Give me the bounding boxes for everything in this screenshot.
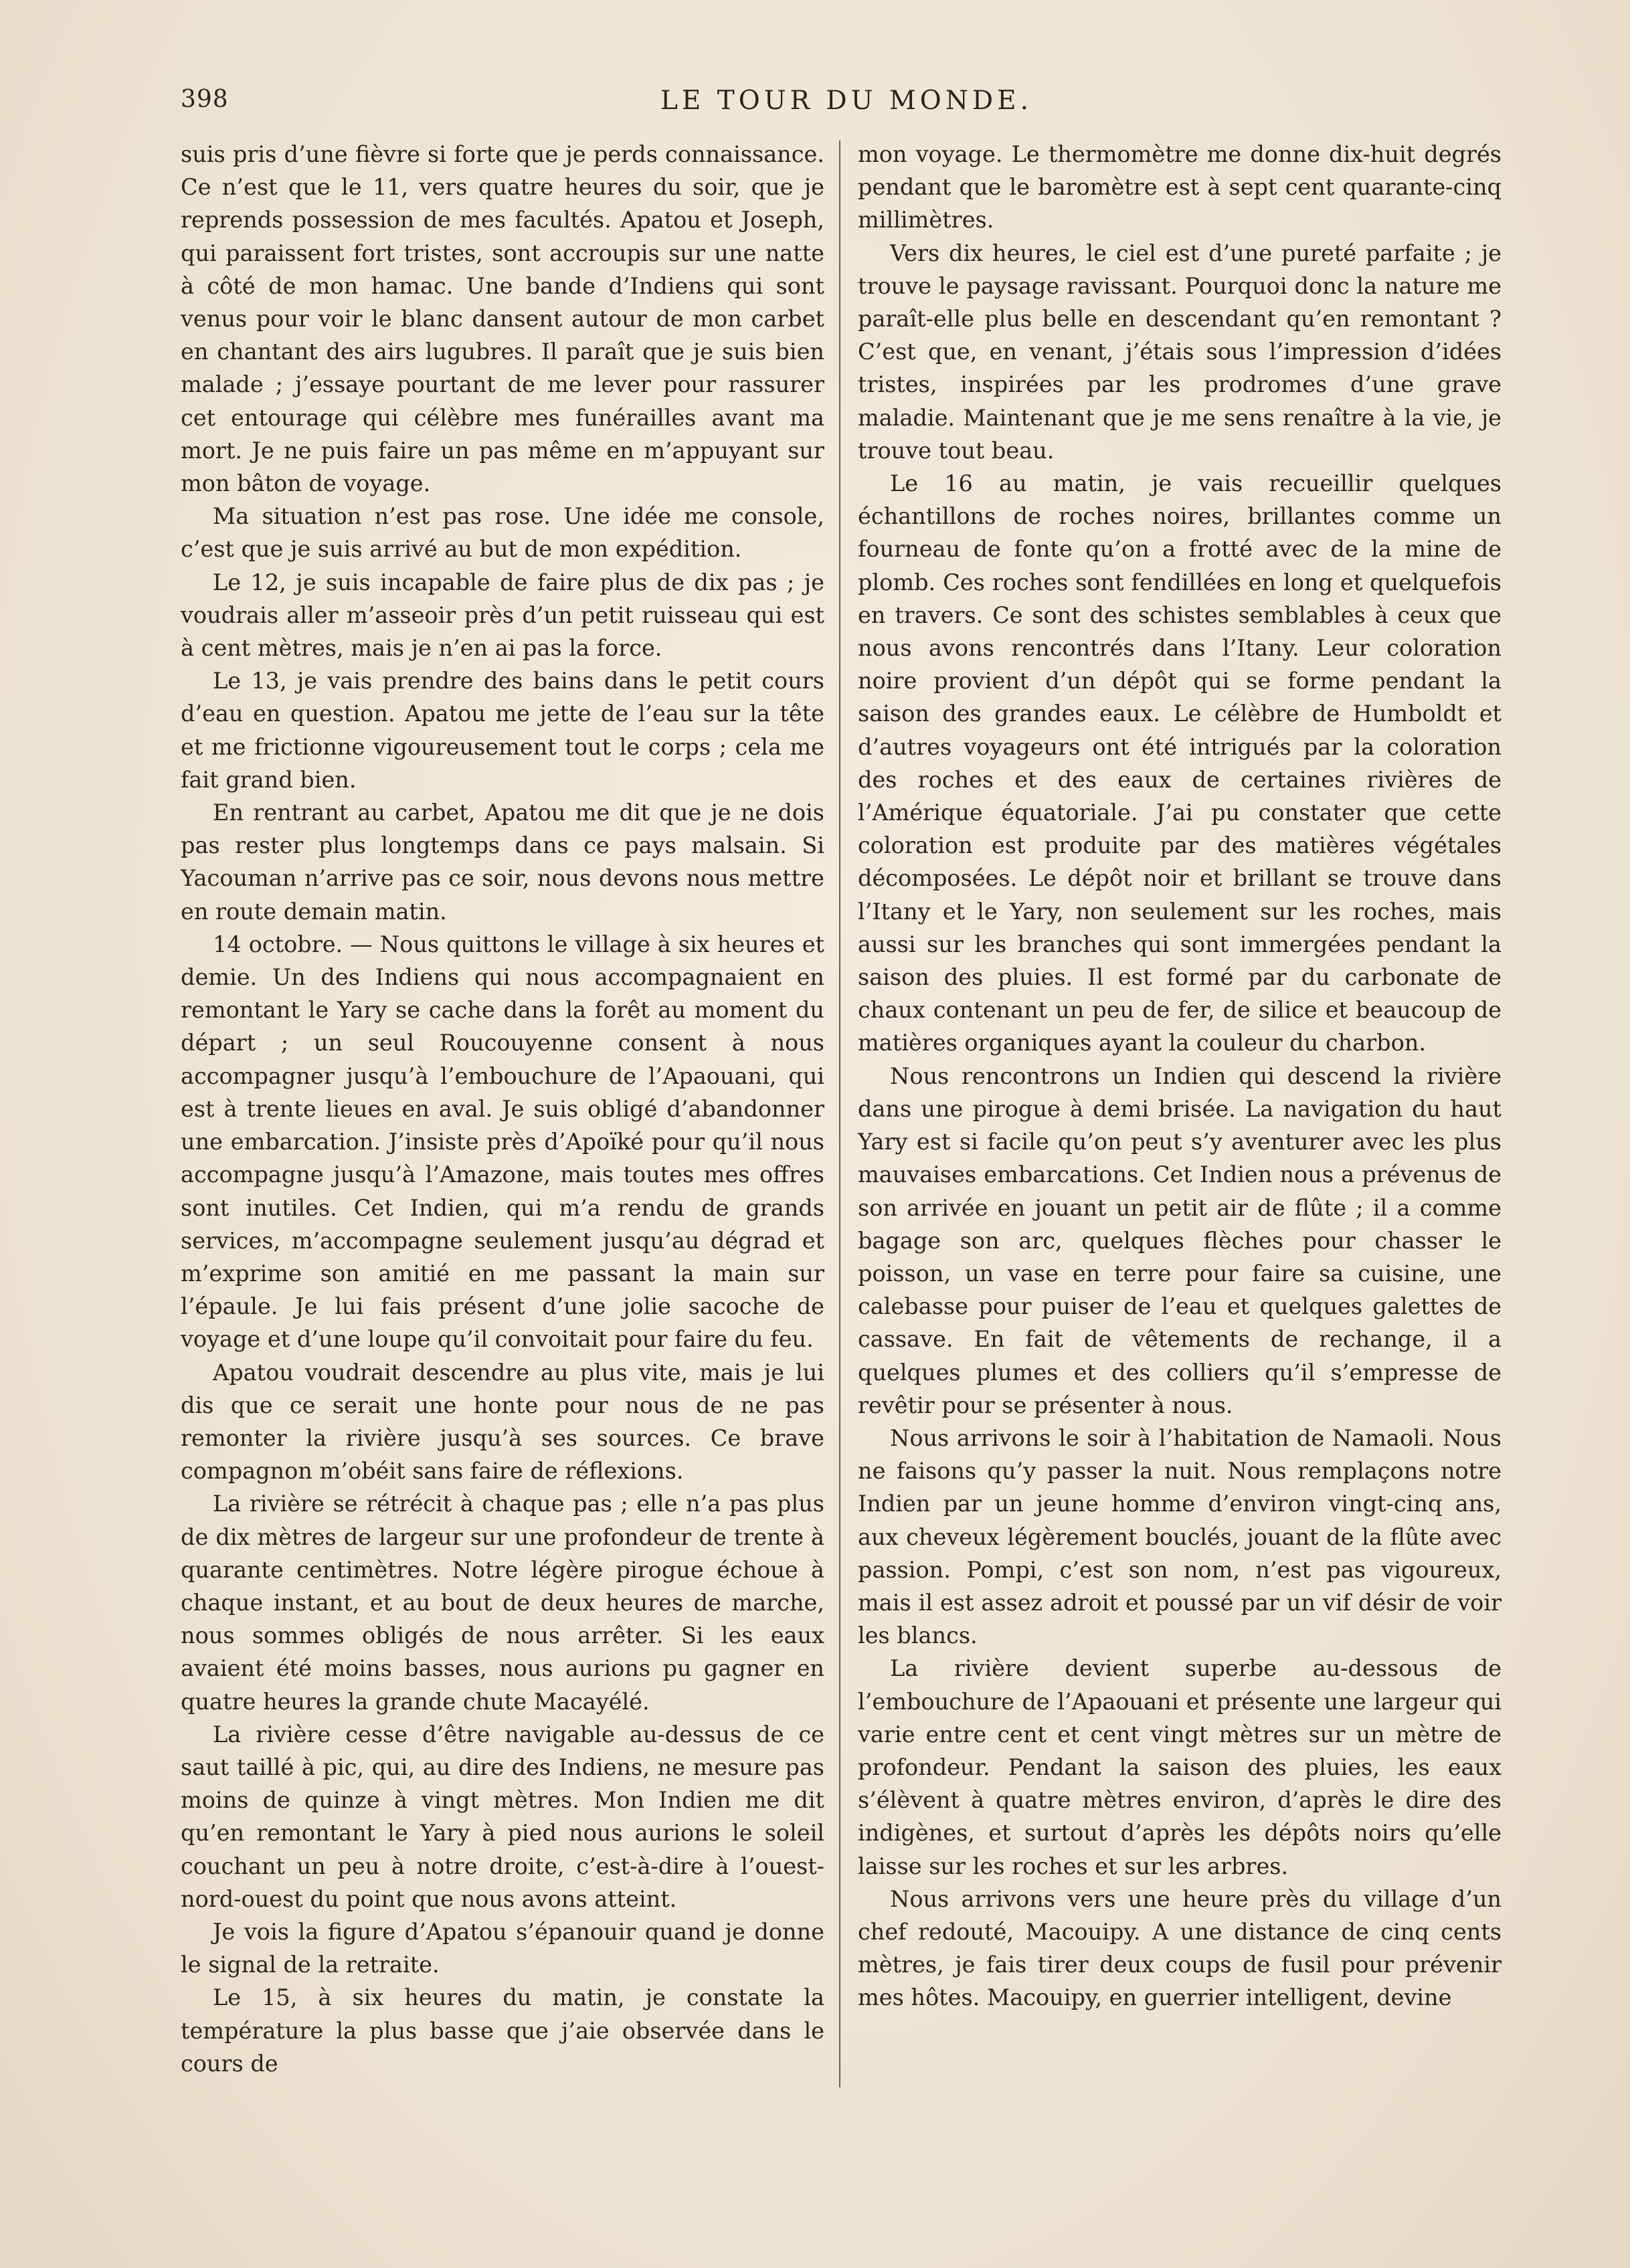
page-number: 398 xyxy=(181,86,229,113)
running-title: LE TOUR DU MONDE. xyxy=(660,86,1033,116)
column-rule xyxy=(839,140,840,2087)
paragraph: Nous arrivons le soir à l’habitation de Namaoli. Nous ne faisons qu’y passer la nuit. Nous remplaçons notre Indien par un jeune homme d’environ vingt-cinq ans, aux cheveux légèrement bouclés, jouant de la flûte avec passion. Pompi, c’est son nom, n’est pas vigoureux, mais il est assez adroit et poussé par un vif désir de voir les blancs. xyxy=(858,1424,1502,1649)
paragraph: Apatou voudrait descendre au plus vite, mais je lui dis que ce serait une honte pour nous de ne pas remonter la rivière jusqu’à ses sources. Ce brave compagnon m’obéit sans faire de réflexions. xyxy=(181,1359,824,1485)
paragraph: Je vois la figure d’Apatou s’épanouir quand je donne le signal de la retraite. xyxy=(181,1918,824,1978)
paragraph: La rivière devient superbe au-dessous de l’embouchure de l’Apaouani et présente une largeur qui varie entre cent et cent vingt mètres sur un mètre de profondeur. Pendant la saison des pluies, les eaux s’élèvent à quatre mètres environ, d’après le dire des indigènes, et surtout d’après les dépôts noirs qu’elle laisse sur les roches et sur les arbres. xyxy=(858,1655,1502,1879)
paragraph: La rivière se rétrécit à chaque pas ; elle n’a pas plus de dix mètres de largeur sur une profondeur de trente à quarante centimètres. Notre légère pirogue échoue à chaque instant, et au bout de deux heures de marche, nous sommes obligés de nous arrêter. Si les eaux avaient été moins basses, nous aurions pu gagner en quatre heures la grande chute Macayélé. xyxy=(181,1491,824,1715)
paragraph: Ma situation n’est pas rose. Une idée me console, c’est que je suis arrivé au but de mon expédition. xyxy=(181,503,824,563)
paragraph: Le 13, je vais prendre des bains dans le petit cours d’eau en question. Apatou me jette de l’eau sur la tête et me frictionne vigoureusement tout le corps ; cela me fait grand bien. xyxy=(181,668,824,793)
paragraph: En rentrant au carbet, Apatou me dit que je ne dois pas rester plus longtemps dans ce pays malsain. Si Yacouman n’arrive pas ce soir, nous devons nous mettre en route demain matin. xyxy=(181,799,824,925)
paragraph: Vers dix heures, le ciel est d’une pureté parfaite ; je trouve le paysage ravissant. Pourquoi donc la nature me paraît-elle plus belle en descendant qu’en remontant ? C’est que, en venant, j’étais sous l’impression d’idées tristes, inspirées par les prodromes d’une grave maladie. Maintenant que je me sens renaître à la vie, je trouve tout beau. xyxy=(858,240,1502,464)
paragraph: Nous rencontrons un Indien qui descend la rivière dans une pirogue à demi brisée. La navigation du haut Yary est si facile qu’on peut s’y aventurer avec les plus mauvaises embarcations. Cet Indien nous a prévenus de son arrivée en jouant un petit air de flûte ; il a comme bagage son arc, quelques flèches pour chasser le poisson, un vase en terre pour faire sa cuisine, une calebasse pour puiser de l’eau et quelques galettes de cassave. En fait de vêtements de rechange, il a quelques plumes et des colliers qu’il s’empresse de revêtir pour se présenter à nous. xyxy=(858,1062,1502,1418)
paragraph: Nous arrivons vers une heure près du village d’un chef redouté, Macouipy. A une distance de cinq cents mètres, je fais tirer deux coups de fusil pour prévenir mes hôtes. Macouipy, en guerrier intelligent, devine xyxy=(858,1885,1502,2011)
paragraph: La rivière cesse d’être navigable au-dessus de ce saut taillé à pic, qui, au dire des Indiens, ne mesure pas moins de quinze à vingt mètres. Mon Indien me dit qu’en remontant le Yary à pied nous aurions le soleil couchant un peu à notre droite, c’est-à-dire à l’ouest-nord-ouest du point que nous avons atteint. xyxy=(181,1721,824,1912)
paragraph: Le 15, à six heures du matin, je constate la température la plus basse que j’aie observée dans le cours de xyxy=(181,1984,824,2077)
page-header xyxy=(181,86,1512,126)
right-column xyxy=(858,138,1502,2014)
paragraph: Le 16 au matin, je vais recueillir quelques échantillons de roches noires, brillantes comme un fourneau de fonte qu’on a frotté avec de la mine de plomb. Ces roches sont fendillées en long et quelquefois en travers. Ce sont des schistes semblables à ceux que nous avons rencontrés dans l’Itany. Leur coloration noire provient d’un dépôt qui se forme pendant la saison des grandes eaux. Le célèbre de Humboldt et d’autres voyageurs ont été intrigués par la coloration des roches et des eaux de certaines rivières de l’Amérique équatoriale. J’ai pu constater que cette coloration est produite par des matières végétales décomposées. Le dépôt noir et brillant se trouve dans l’Itany et le Yary, non seulement sur les roches, mais aussi sur les branches qui sont immergées pendant la saison des pluies. Il est formé par du carbonate de chaux contenant un peu de fer, de silice et beaucoup de matières organiques ayant la couleur du charbon. xyxy=(858,470,1502,1056)
paragraph: mon voyage. Le thermomètre me donne dix-huit degrés pendant que le baromètre est à sept cent quarante-cinq millimètres. xyxy=(858,141,1502,233)
paragraph: Le 12, je suis incapable de faire plus de dix pas ; je voudrais aller m’asseoir près d’un petit ruisseau qui est à cent mètres, mais je n’en ai pas la force. xyxy=(181,569,824,662)
left-column xyxy=(181,138,824,2080)
paragraph: 14 octobre. — Nous quittons le village à six heures et demie. Un des Indiens qui nous accompagnaient en remontant le Yary se cache dans la forêt au moment du départ ; un seul Roucouyenne consent à nous accompagner jusqu’à l’embouchure de l’Apaouani, qui est à trente lieues en aval. Je suis obligé d’abandonner une embarcation. J’insiste près d’Apoïké pour qu’il nous accompagne jusqu’à l’Amazone, mais toutes mes offres sont inutiles. Cet Indien, qui m’a rendu de grands services, m’accompagne seulement jusqu’au dégrad et m’exprime son amitié en me passant la main sur l’épaule. Je lui fais présent d’une jolie sacoche de voyage et d’une loupe qu’il convoitait pour faire du feu. xyxy=(181,931,824,1353)
paragraph: suis pris d’une fièvre si forte que je perds connaissance. Ce n’est que le 11, vers quatre heures du soir, que je reprends possession de mes facultés. Apatou et Joseph, qui paraissent fort tristes, sont accroupis sur une natte à côté de mon hamac. Une bande d’Indiens qui sont venus pour voir le blanc dansent autour de mon carbet en chantant des airs lugubres. Il paraît que je suis bien malade ; j’essaye pourtant de me lever pour rassurer cet entourage qui célèbre mes funérailles avant ma mort. Je ne puis faire un pas même en m’appuyant sur mon bâton de voyage. xyxy=(181,141,824,497)
